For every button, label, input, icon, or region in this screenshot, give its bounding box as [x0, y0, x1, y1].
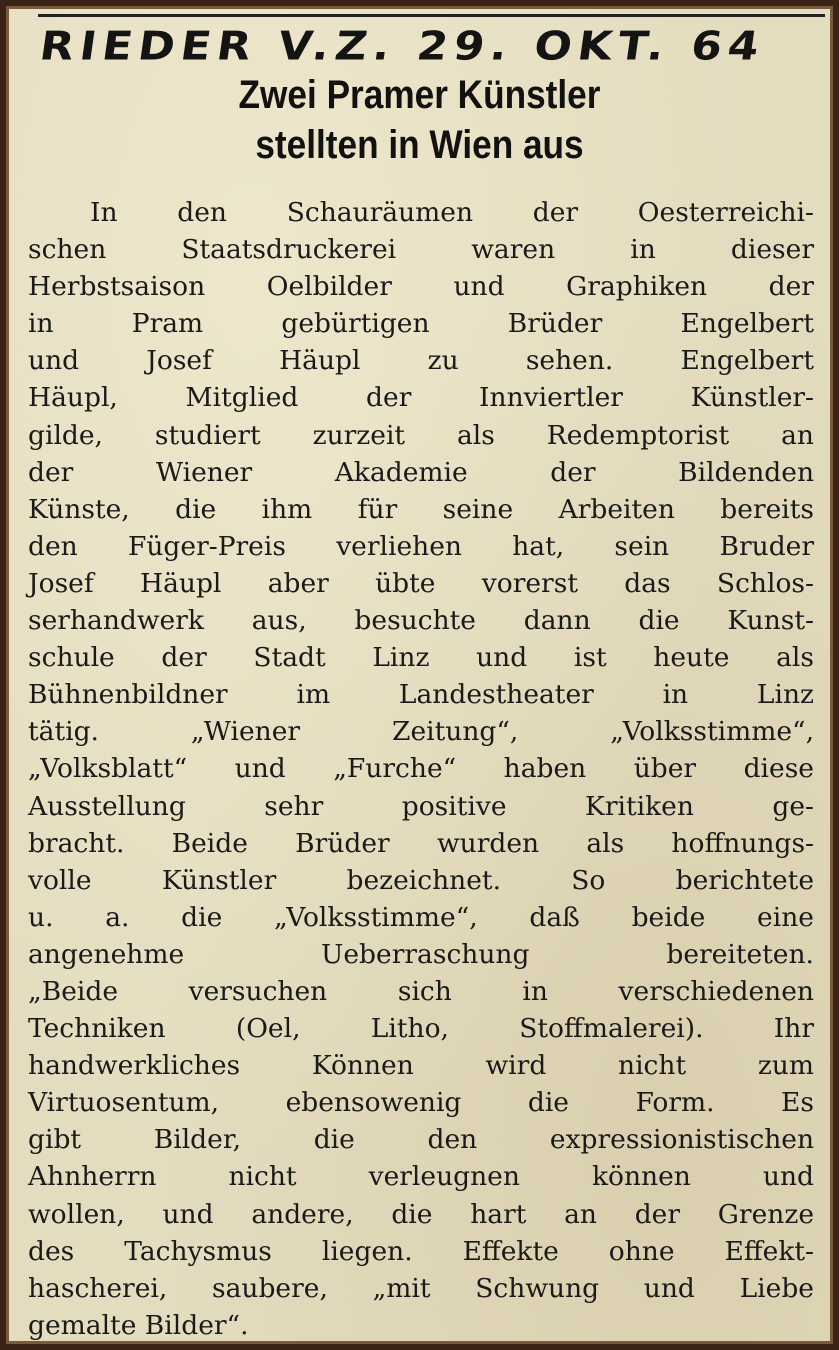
article-line: Häupl, Mitglied der Innviertler Künstler-	[28, 382, 814, 414]
article-line: des Tachysmus liegen. Effekte ohne Effekt-	[28, 1235, 815, 1267]
article-line: bracht. Beide Brüder wurden als hoffnungs-	[28, 827, 815, 859]
article-line: und Josef Häupl zu sehen. Engelbert	[28, 345, 814, 377]
article-line: „Volksblatt“ und „Furche“ haben über diese	[28, 753, 814, 785]
top-rule	[38, 14, 825, 17]
article-line: Virtuosentum, ebensowenig die Form. Es	[28, 1087, 814, 1119]
article-line: gemalte Bilder“.	[28, 1309, 249, 1341]
article-line: u. a. die „Volksstimme“, daß beide eine	[28, 901, 814, 933]
article-line: in Pram gebürtigen Brüder Engelbert	[28, 308, 814, 340]
article-line: In den Schauräumen der Oesterreichi-	[90, 197, 814, 228]
article-line: den Füger-Preis verliehen hat, sein Bruder	[28, 530, 815, 562]
headline-line-1: Zwei Pramer Künstler	[238, 73, 601, 117]
article-line: gilde, studiert zurzeit als Redemptorist an	[28, 419, 814, 451]
article-line: wollen, und andere, die hart an der Grenze	[28, 1198, 814, 1230]
handwritten-source-note: RIEDER V.Z. 29. OKT. 64	[36, 23, 768, 70]
article-line: Künste, die ihm für seine Arbeiten bereits	[28, 493, 815, 525]
article-line: Techniken (Oel, Litho, Stoffmalerei). Ihr	[28, 1013, 815, 1045]
article-body	[28, 194, 814, 1344]
article-line: Ahnherrn nicht verleugnen können und	[28, 1161, 814, 1193]
article-line: Bühnenbildner im Landestheater in Linz	[28, 679, 815, 711]
article-line: tätig. „Wiener Zeitung“, „Volksstimme“,	[28, 716, 815, 748]
article-line: „Beide versuchen sich in verschiedenen	[28, 975, 815, 1007]
article-line: serhandwerk aus, besuchte dann die Kunst-	[28, 605, 814, 637]
article-line: gibt Bilder, die den expressionistischen	[28, 1124, 815, 1156]
article-line: Josef Häupl aber übte vorerst das Schlos-	[28, 567, 814, 599]
article-line: angenehme Ueberraschung bereiteten.	[28, 938, 814, 970]
headline-line-2: stellten in Wien aus	[255, 123, 584, 167]
article-line: Herbstsaison Oelbilder und Graphiken der	[28, 271, 814, 303]
article-line: hascherei, saubere, „mit Schwung und Liebe	[28, 1272, 814, 1304]
article-line: handwerkliches Können wird nicht zum	[28, 1050, 814, 1082]
article-line: schen Staatsdruckerei waren in dieser	[28, 234, 814, 266]
article-line: volle Künstler bezeichnet. So berichtete	[28, 864, 815, 896]
article-line: Ausstellung sehr positive Kritiken ge-	[28, 790, 814, 822]
article-line: schule der Stadt Linz und ist heute als	[28, 642, 814, 674]
article-line: der Wiener Akademie der Bildenden	[28, 456, 815, 488]
